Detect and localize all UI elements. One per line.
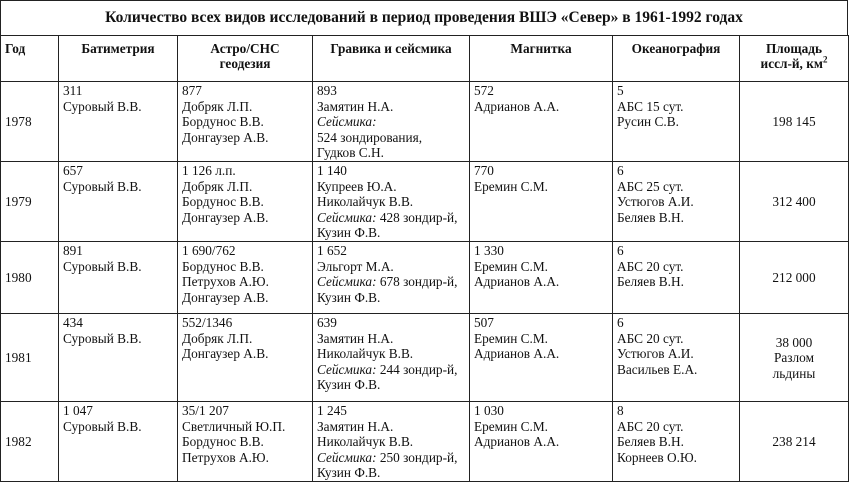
cell-gravity <box>313 242 470 314</box>
cell-astro-line: 1 126 л.п. <box>182 163 236 178</box>
seismic-note <box>317 210 465 241</box>
cell-astro-line: Донгаузер А.В. <box>182 209 269 225</box>
header-area-sup: 2 <box>822 54 828 65</box>
cell-magnetic-line: Еремин С.М. <box>474 418 548 434</box>
cell-bathymetry <box>59 162 178 242</box>
cell-year: 1982 <box>1 402 59 482</box>
cell-astro-line: Бордунос В.В. <box>182 194 264 209</box>
cell-magnetic-line: Еремин С.М. <box>474 178 548 194</box>
cell-ocean-line: АБС 20 сут. <box>617 258 684 274</box>
cell-astro <box>178 82 313 162</box>
cell-magnetic-line: Адрианов А.А. <box>474 98 560 114</box>
cell-area <box>740 402 849 482</box>
header-astro-line2: геодезия <box>219 56 271 71</box>
cell-area-line: 38 000 <box>775 334 813 350</box>
table-row <box>1 242 849 314</box>
cell-astro-line: 35/1 207 <box>182 403 229 418</box>
cell-bathymetry-line: Суровый В.В. <box>63 178 142 194</box>
cell-astro <box>178 162 313 242</box>
cell-gravity-line: 893 <box>317 83 337 98</box>
cell-magnetic <box>470 242 613 314</box>
cell-ocean-line: Русин С.В. <box>617 114 679 129</box>
cell-ocean-line: 5 <box>617 83 624 98</box>
cell-bathymetry-line: 311 <box>63 83 83 98</box>
cell-year: 1981 <box>1 314 59 402</box>
cell-ocean-line: 8 <box>617 403 624 418</box>
cell-ocean-line: Беляев В.Н. <box>617 274 684 289</box>
cell-gravity-line: 1 140 <box>317 163 347 178</box>
cell-ocean <box>613 314 740 402</box>
cell-ocean-line: 6 <box>617 315 624 330</box>
cell-ocean <box>613 402 740 482</box>
cell-bathymetry-line: Суровый В.В. <box>63 98 142 114</box>
cell-year: 1978 <box>1 82 59 162</box>
header-ocean: Океанография <box>613 36 740 82</box>
seismic-label: Сейсмика: <box>317 449 377 465</box>
cell-bathymetry-line: 891 <box>63 243 83 258</box>
cell-astro-line: Добряк Л.П. <box>182 330 253 346</box>
header-astro <box>178 36 313 82</box>
cell-gravity-line: Эльгорт М.А. <box>317 258 394 274</box>
cell-area-line: льдины <box>772 365 816 381</box>
cell-astro-line: Бордунос В.В. <box>182 258 264 274</box>
cell-year: 1980 <box>1 242 59 314</box>
cell-area-line: 238 214 <box>772 434 816 450</box>
cell-ocean-line: Беляев В.Н. <box>617 209 684 225</box>
cell-ocean-line: АБС 20 сут. <box>617 330 684 346</box>
cell-magnetic-line: Адрианов А.А. <box>474 274 560 289</box>
cell-astro-line: Донгаузер А.В. <box>182 129 269 145</box>
cell-magnetic-line: Еремин С.М. <box>474 258 548 274</box>
cell-astro-line: Петрухов А.Ю. <box>182 449 269 465</box>
cell-magnetic-line: 770 <box>474 163 494 178</box>
cell-magnetic <box>470 162 613 242</box>
header-row <box>1 36 849 82</box>
cell-area-line: 198 145 <box>772 114 816 130</box>
cell-area <box>740 162 849 242</box>
cell-ocean-line: Устюгов А.И. <box>617 346 694 361</box>
header-area <box>740 36 849 82</box>
cell-bathymetry-line: Суровый В.В. <box>63 418 142 434</box>
cell-astro <box>178 314 313 402</box>
cell-astro-line: Светличный Ю.П. <box>182 418 286 434</box>
cell-magnetic-line: 1 330 <box>474 243 504 258</box>
cell-ocean-line: 6 <box>617 163 624 178</box>
cell-astro-line: Бордунос В.В. <box>182 434 264 449</box>
cell-gravity-line: 639 <box>317 315 337 330</box>
seismic-text: 244 зондир-й, Кузин Ф.В. <box>317 361 458 392</box>
header-bathymetry: Батиметрия <box>59 36 178 82</box>
cell-gravity-line: Николайчук В.В. <box>317 194 414 209</box>
cell-magnetic-line: Еремин С.М. <box>474 330 548 346</box>
header-magnetic: Магнитка <box>470 36 613 82</box>
cell-gravity-line: Купреев Ю.А. <box>317 178 397 194</box>
cell-year: 1979 <box>1 162 59 242</box>
research-table <box>0 35 849 482</box>
cell-astro <box>178 242 313 314</box>
cell-magnetic-line: Адрианов А.А. <box>474 434 560 449</box>
cell-astro-line: Бордунос В.В. <box>182 114 264 129</box>
seismic-label: Сейсмика: <box>317 274 377 289</box>
cell-gravity <box>313 314 470 402</box>
cell-astro-line: 552/1346 <box>182 315 233 330</box>
cell-astro-line: 877 <box>182 83 202 98</box>
cell-astro-line: Добряк Л.П. <box>182 98 253 114</box>
table-row <box>1 314 849 402</box>
cell-gravity-line: 1 245 <box>317 403 347 418</box>
cell-gravity <box>313 82 470 162</box>
cell-gravity-line: Замятин Н.А. <box>317 330 394 346</box>
cell-gravity <box>313 162 470 242</box>
cell-astro-line: 1 690/762 <box>182 243 236 258</box>
cell-bathymetry <box>59 82 178 162</box>
cell-gravity-line: 524 зондирования, <box>317 129 423 145</box>
cell-astro <box>178 402 313 482</box>
cell-ocean-line: АБС 15 сут. <box>617 98 684 114</box>
cell-gravity-line: Замятин Н.А. <box>317 418 394 434</box>
cell-area-line: 312 400 <box>772 194 816 210</box>
cell-area-line: 212 000 <box>772 270 816 286</box>
cell-area <box>740 242 849 314</box>
seismic-note <box>317 274 465 305</box>
cell-ocean <box>613 162 740 242</box>
seismic-note <box>317 362 465 393</box>
header-astro-line1: Астро/СНС <box>210 41 280 56</box>
header-area-line1: Площадь <box>765 41 823 56</box>
table-row <box>1 82 849 162</box>
header-gravity: Гравика и сейсмика <box>313 36 470 82</box>
cell-bathymetry-line: Суровый В.В. <box>63 330 142 346</box>
cell-bathymetry <box>59 402 178 482</box>
header-area-line2 <box>744 56 844 71</box>
cell-gravity-line: Николайчук В.В. <box>317 346 414 361</box>
cell-bathymetry <box>59 242 178 314</box>
cell-area <box>740 314 849 402</box>
cell-ocean <box>613 82 740 162</box>
cell-gravity-line: Николайчук В.В. <box>317 434 414 449</box>
cell-bathymetry <box>59 314 178 402</box>
seismic-text: 250 зондир-й, Кузин Ф.В. <box>317 449 458 480</box>
cell-magnetic-line: 507 <box>474 315 494 330</box>
seismic-text: 678 зондир-й, Кузин Ф.В. <box>317 274 458 305</box>
seismic-label: Сейсмика: <box>317 114 377 129</box>
cell-ocean <box>613 242 740 314</box>
cell-astro-line: Добряк Л.П. <box>182 178 253 194</box>
header-year: Год <box>1 36 59 82</box>
cell-ocean-line: Васильев Е.А. <box>617 361 698 377</box>
cell-gravity-line: 1 652 <box>317 243 347 258</box>
cell-area <box>740 82 849 162</box>
cell-area-line: Разлом <box>774 350 814 366</box>
cell-magnetic <box>470 314 613 402</box>
cell-bathymetry-line: 1 047 <box>63 403 93 418</box>
cell-gravity-line: Гудков С.Н. <box>317 145 384 160</box>
cell-bathymetry-line: Суровый В.В. <box>63 258 142 274</box>
cell-magnetic <box>470 402 613 482</box>
seismic-text: 428 зондир-й, Кузин Ф.В. <box>317 209 458 240</box>
cell-magnetic-line: 572 <box>474 83 494 98</box>
cell-astro-line: Петрухов А.Ю. <box>182 274 269 289</box>
cell-bathymetry-line: 434 <box>63 315 83 330</box>
cell-gravity-line: Замятин Н.А. <box>317 98 394 114</box>
cell-magnetic <box>470 82 613 162</box>
cell-magnetic-line: 1 030 <box>474 403 504 418</box>
cell-ocean-line: Устюгов А.И. <box>617 194 694 209</box>
cell-ocean-line: Корнеев О.Ю. <box>617 449 697 465</box>
header-area-text: иссл-й, км <box>760 56 823 71</box>
cell-astro-line: Донгаузер А.В. <box>182 346 269 361</box>
cell-ocean-line: АБС 20 сут. <box>617 418 684 434</box>
cell-ocean-line: АБС 25 сут. <box>617 178 684 194</box>
seismic-label: Сейсмика: <box>317 209 377 225</box>
seismic-label: Сейсмика: <box>317 361 377 377</box>
cell-ocean-line: Беляев В.Н. <box>617 434 684 449</box>
cell-gravity <box>313 402 470 482</box>
table-row <box>1 162 849 242</box>
table-title: Количество всех видов исследований в период проведения ВШЭ «Север» в 1961-1992 годах <box>0 0 848 36</box>
cell-ocean-line: 6 <box>617 243 624 258</box>
table-row <box>1 402 849 482</box>
seismic-note <box>317 450 465 481</box>
cell-magnetic-line: Адрианов А.А. <box>474 346 560 361</box>
cell-bathymetry-line: 657 <box>63 163 83 178</box>
cell-astro-line: Донгаузер А.В. <box>182 289 269 305</box>
